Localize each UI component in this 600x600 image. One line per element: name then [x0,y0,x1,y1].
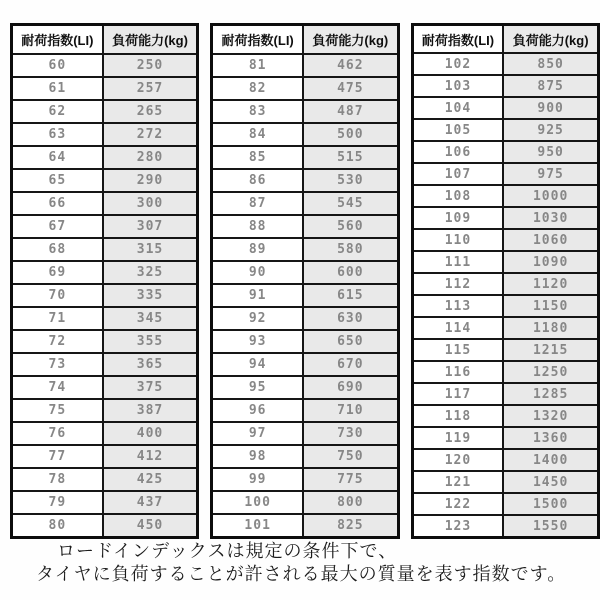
load-index-table-102-123 [411,23,600,539]
load-capacity-cell: 462 [303,54,398,77]
load-capacity-cell: 670 [303,353,398,376]
load-capacity-cell: 1550 [503,515,598,538]
header-load-index: 耐荷指数(LI) [12,25,103,55]
load-index-cell: 81 [212,54,303,77]
load-capacity-cell: 1150 [503,295,598,317]
load-index-cell: 63 [12,123,103,146]
table-row [212,353,398,376]
load-capacity-cell: 1180 [503,317,598,339]
table-row [412,53,598,75]
load-index-cell: 93 [212,330,303,353]
load-capacity-cell: 630 [303,307,398,330]
load-capacity-cell: 500 [303,123,398,146]
table-row [12,123,198,146]
load-capacity-cell: 315 [103,238,198,261]
table-row [212,261,398,284]
load-index-cell: 109 [412,207,503,229]
table-row [412,339,598,361]
load-capacity-cell: 425 [103,468,198,491]
load-capacity-cell: 925 [503,119,598,141]
load-index-cell: 65 [12,169,103,192]
load-capacity-cell: 307 [103,215,198,238]
load-capacity-cell: 450 [103,514,198,538]
load-index-cell: 104 [412,97,503,119]
load-capacity-cell: 437 [103,491,198,514]
load-index-cell: 92 [212,307,303,330]
load-capacity-cell: 475 [303,77,398,100]
load-index-cell: 123 [412,515,503,538]
load-capacity-cell: 690 [303,376,398,399]
load-capacity-cell: 400 [103,422,198,445]
load-capacity-cell: 515 [303,146,398,169]
load-index-cell: 113 [412,295,503,317]
footer-line-2: タイヤに負荷することが許される最大の質量を表す指数です。 [36,564,567,584]
table-row [212,514,398,538]
load-index-cell: 73 [12,353,103,376]
table-row [412,141,598,163]
load-capacity-cell: 1320 [503,405,598,427]
table-row [12,353,198,376]
load-capacity-cell: 387 [103,399,198,422]
footer-note [0,540,600,586]
load-index-cell: 60 [12,54,103,77]
load-capacity-cell: 1030 [503,207,598,229]
table-row [12,146,198,169]
load-index-cell: 111 [412,251,503,273]
load-index-cell: 68 [12,238,103,261]
load-index-cell: 74 [12,376,103,399]
table-row [412,163,598,185]
load-index-cell: 84 [212,123,303,146]
load-capacity-cell: 825 [303,514,398,538]
load-index-tables [10,23,600,539]
load-capacity-cell: 272 [103,123,198,146]
header-load-capacity: 負荷能力(kg) [103,25,198,55]
load-index-cell: 62 [12,100,103,123]
header-row [212,25,398,55]
load-capacity-cell: 300 [103,192,198,215]
table-row [412,515,598,538]
load-index-cell: 119 [412,427,503,449]
load-index-cell: 100 [212,491,303,514]
load-index-cell: 103 [412,75,503,97]
load-capacity-cell: 250 [103,54,198,77]
table-row [412,405,598,427]
load-index-cell: 101 [212,514,303,538]
load-capacity-cell: 412 [103,445,198,468]
load-index-cell: 98 [212,445,303,468]
table-row [412,97,598,119]
load-capacity-cell: 257 [103,77,198,100]
table-row [12,330,198,353]
load-capacity-cell: 730 [303,422,398,445]
table-row [12,238,198,261]
load-capacity-cell: 1090 [503,251,598,273]
table-row [212,192,398,215]
load-capacity-cell: 1250 [503,361,598,383]
load-capacity-cell: 365 [103,353,198,376]
load-index-cell: 122 [412,493,503,515]
load-capacity-cell: 487 [303,100,398,123]
table-row [212,330,398,353]
load-index-cell: 121 [412,471,503,493]
table-row [412,251,598,273]
load-capacity-cell: 375 [103,376,198,399]
table-row [212,123,398,146]
load-index-cell: 106 [412,141,503,163]
load-capacity-cell: 750 [303,445,398,468]
load-index-cell: 94 [212,353,303,376]
load-index-cell: 80 [12,514,103,538]
load-capacity-cell: 1400 [503,449,598,471]
load-capacity-cell: 335 [103,284,198,307]
table-row [412,427,598,449]
table-row [412,383,598,405]
load-capacity-cell: 560 [303,215,398,238]
load-capacity-cell: 950 [503,141,598,163]
load-capacity-cell: 850 [503,53,598,75]
table-row [212,146,398,169]
table-row [212,307,398,330]
load-capacity-cell: 1120 [503,273,598,295]
header-load-capacity: 負荷能力(kg) [503,25,598,54]
load-index-cell: 117 [412,383,503,405]
load-index-cell: 64 [12,146,103,169]
header-row [412,25,598,54]
load-index-cell: 99 [212,468,303,491]
table-row [412,361,598,383]
table-row [212,54,398,77]
table-row [12,192,198,215]
table-row [12,54,198,77]
load-index-cell: 107 [412,163,503,185]
load-capacity-cell: 265 [103,100,198,123]
load-index-cell: 115 [412,339,503,361]
header-load-capacity: 負荷能力(kg) [303,25,398,55]
table-row [12,399,198,422]
load-capacity-cell: 280 [103,146,198,169]
load-capacity-cell: 1360 [503,427,598,449]
table-row [412,119,598,141]
table-row [212,77,398,100]
load-index-cell: 97 [212,422,303,445]
header-load-index: 耐荷指数(LI) [212,25,303,55]
table-row [12,169,198,192]
load-capacity-cell: 800 [303,491,398,514]
load-capacity-cell: 530 [303,169,398,192]
load-capacity-cell: 355 [103,330,198,353]
load-capacity-cell: 875 [503,75,598,97]
load-index-cell: 69 [12,261,103,284]
load-index-cell: 75 [12,399,103,422]
table-row [212,376,398,399]
load-capacity-cell: 545 [303,192,398,215]
load-index-cell: 67 [12,215,103,238]
load-index-cell: 72 [12,330,103,353]
load-capacity-cell: 580 [303,238,398,261]
load-index-cell: 118 [412,405,503,427]
table-row [12,100,198,123]
table-row [212,169,398,192]
table-row [212,445,398,468]
load-capacity-cell: 775 [303,468,398,491]
table-row [212,100,398,123]
load-capacity-cell: 975 [503,163,598,185]
load-index-cell: 95 [212,376,303,399]
load-index-cell: 76 [12,422,103,445]
load-capacity-cell: 1450 [503,471,598,493]
table-row [12,491,198,514]
table-row [412,317,598,339]
load-index-cell: 70 [12,284,103,307]
table-row [212,215,398,238]
table-row [12,514,198,538]
load-capacity-cell: 1285 [503,383,598,405]
load-index-cell: 79 [12,491,103,514]
load-index-cell: 90 [212,261,303,284]
load-index-table-81-101 [210,23,399,539]
load-capacity-cell: 345 [103,307,198,330]
table-row [212,399,398,422]
table-row [12,307,198,330]
load-capacity-cell: 650 [303,330,398,353]
load-index-cell: 96 [212,399,303,422]
table-row [212,238,398,261]
load-index-cell: 114 [412,317,503,339]
load-index-cell: 61 [12,77,103,100]
load-index-cell: 120 [412,449,503,471]
table-row [12,445,198,468]
load-index-cell: 71 [12,307,103,330]
table-row [212,468,398,491]
footer-line-1: ロードインデックスは規定の条件下で、 [57,541,398,561]
load-index-cell: 116 [412,361,503,383]
header-row [12,25,198,55]
load-index-cell: 78 [12,468,103,491]
table-row [412,273,598,295]
table-row [12,215,198,238]
load-index-cell: 77 [12,445,103,468]
table-row [12,468,198,491]
load-capacity-cell: 1500 [503,493,598,515]
load-capacity-cell: 1000 [503,185,598,207]
load-index-cell: 110 [412,229,503,251]
load-capacity-cell: 710 [303,399,398,422]
load-index-cell: 112 [412,273,503,295]
load-index-cell: 91 [212,284,303,307]
table-row [12,77,198,100]
load-index-cell: 105 [412,119,503,141]
load-capacity-cell: 600 [303,261,398,284]
load-capacity-cell: 900 [503,97,598,119]
load-capacity-cell: 1060 [503,229,598,251]
table-row [212,491,398,514]
load-index-cell: 66 [12,192,103,215]
table-row [12,422,198,445]
load-index-cell: 88 [212,215,303,238]
load-index-cell: 102 [412,53,503,75]
load-index-cell: 89 [212,238,303,261]
load-index-cell: 82 [212,77,303,100]
table-row [412,229,598,251]
load-index-cell: 108 [412,185,503,207]
load-capacity-cell: 290 [103,169,198,192]
load-index-table-60-80 [10,23,199,539]
table-row [412,185,598,207]
table-row [412,493,598,515]
table-row [12,376,198,399]
load-capacity-cell: 325 [103,261,198,284]
table-row [212,284,398,307]
load-capacity-cell: 615 [303,284,398,307]
header-load-index: 耐荷指数(LI) [412,25,503,54]
table-row [412,471,598,493]
load-index-cell: 87 [212,192,303,215]
table-row [212,422,398,445]
load-index-cell: 86 [212,169,303,192]
table-row [412,207,598,229]
load-index-cell: 83 [212,100,303,123]
load-index-cell: 85 [212,146,303,169]
table-row [412,449,598,471]
table-row [412,295,598,317]
load-capacity-cell: 1215 [503,339,598,361]
table-row [12,261,198,284]
table-row [12,284,198,307]
table-row [412,75,598,97]
